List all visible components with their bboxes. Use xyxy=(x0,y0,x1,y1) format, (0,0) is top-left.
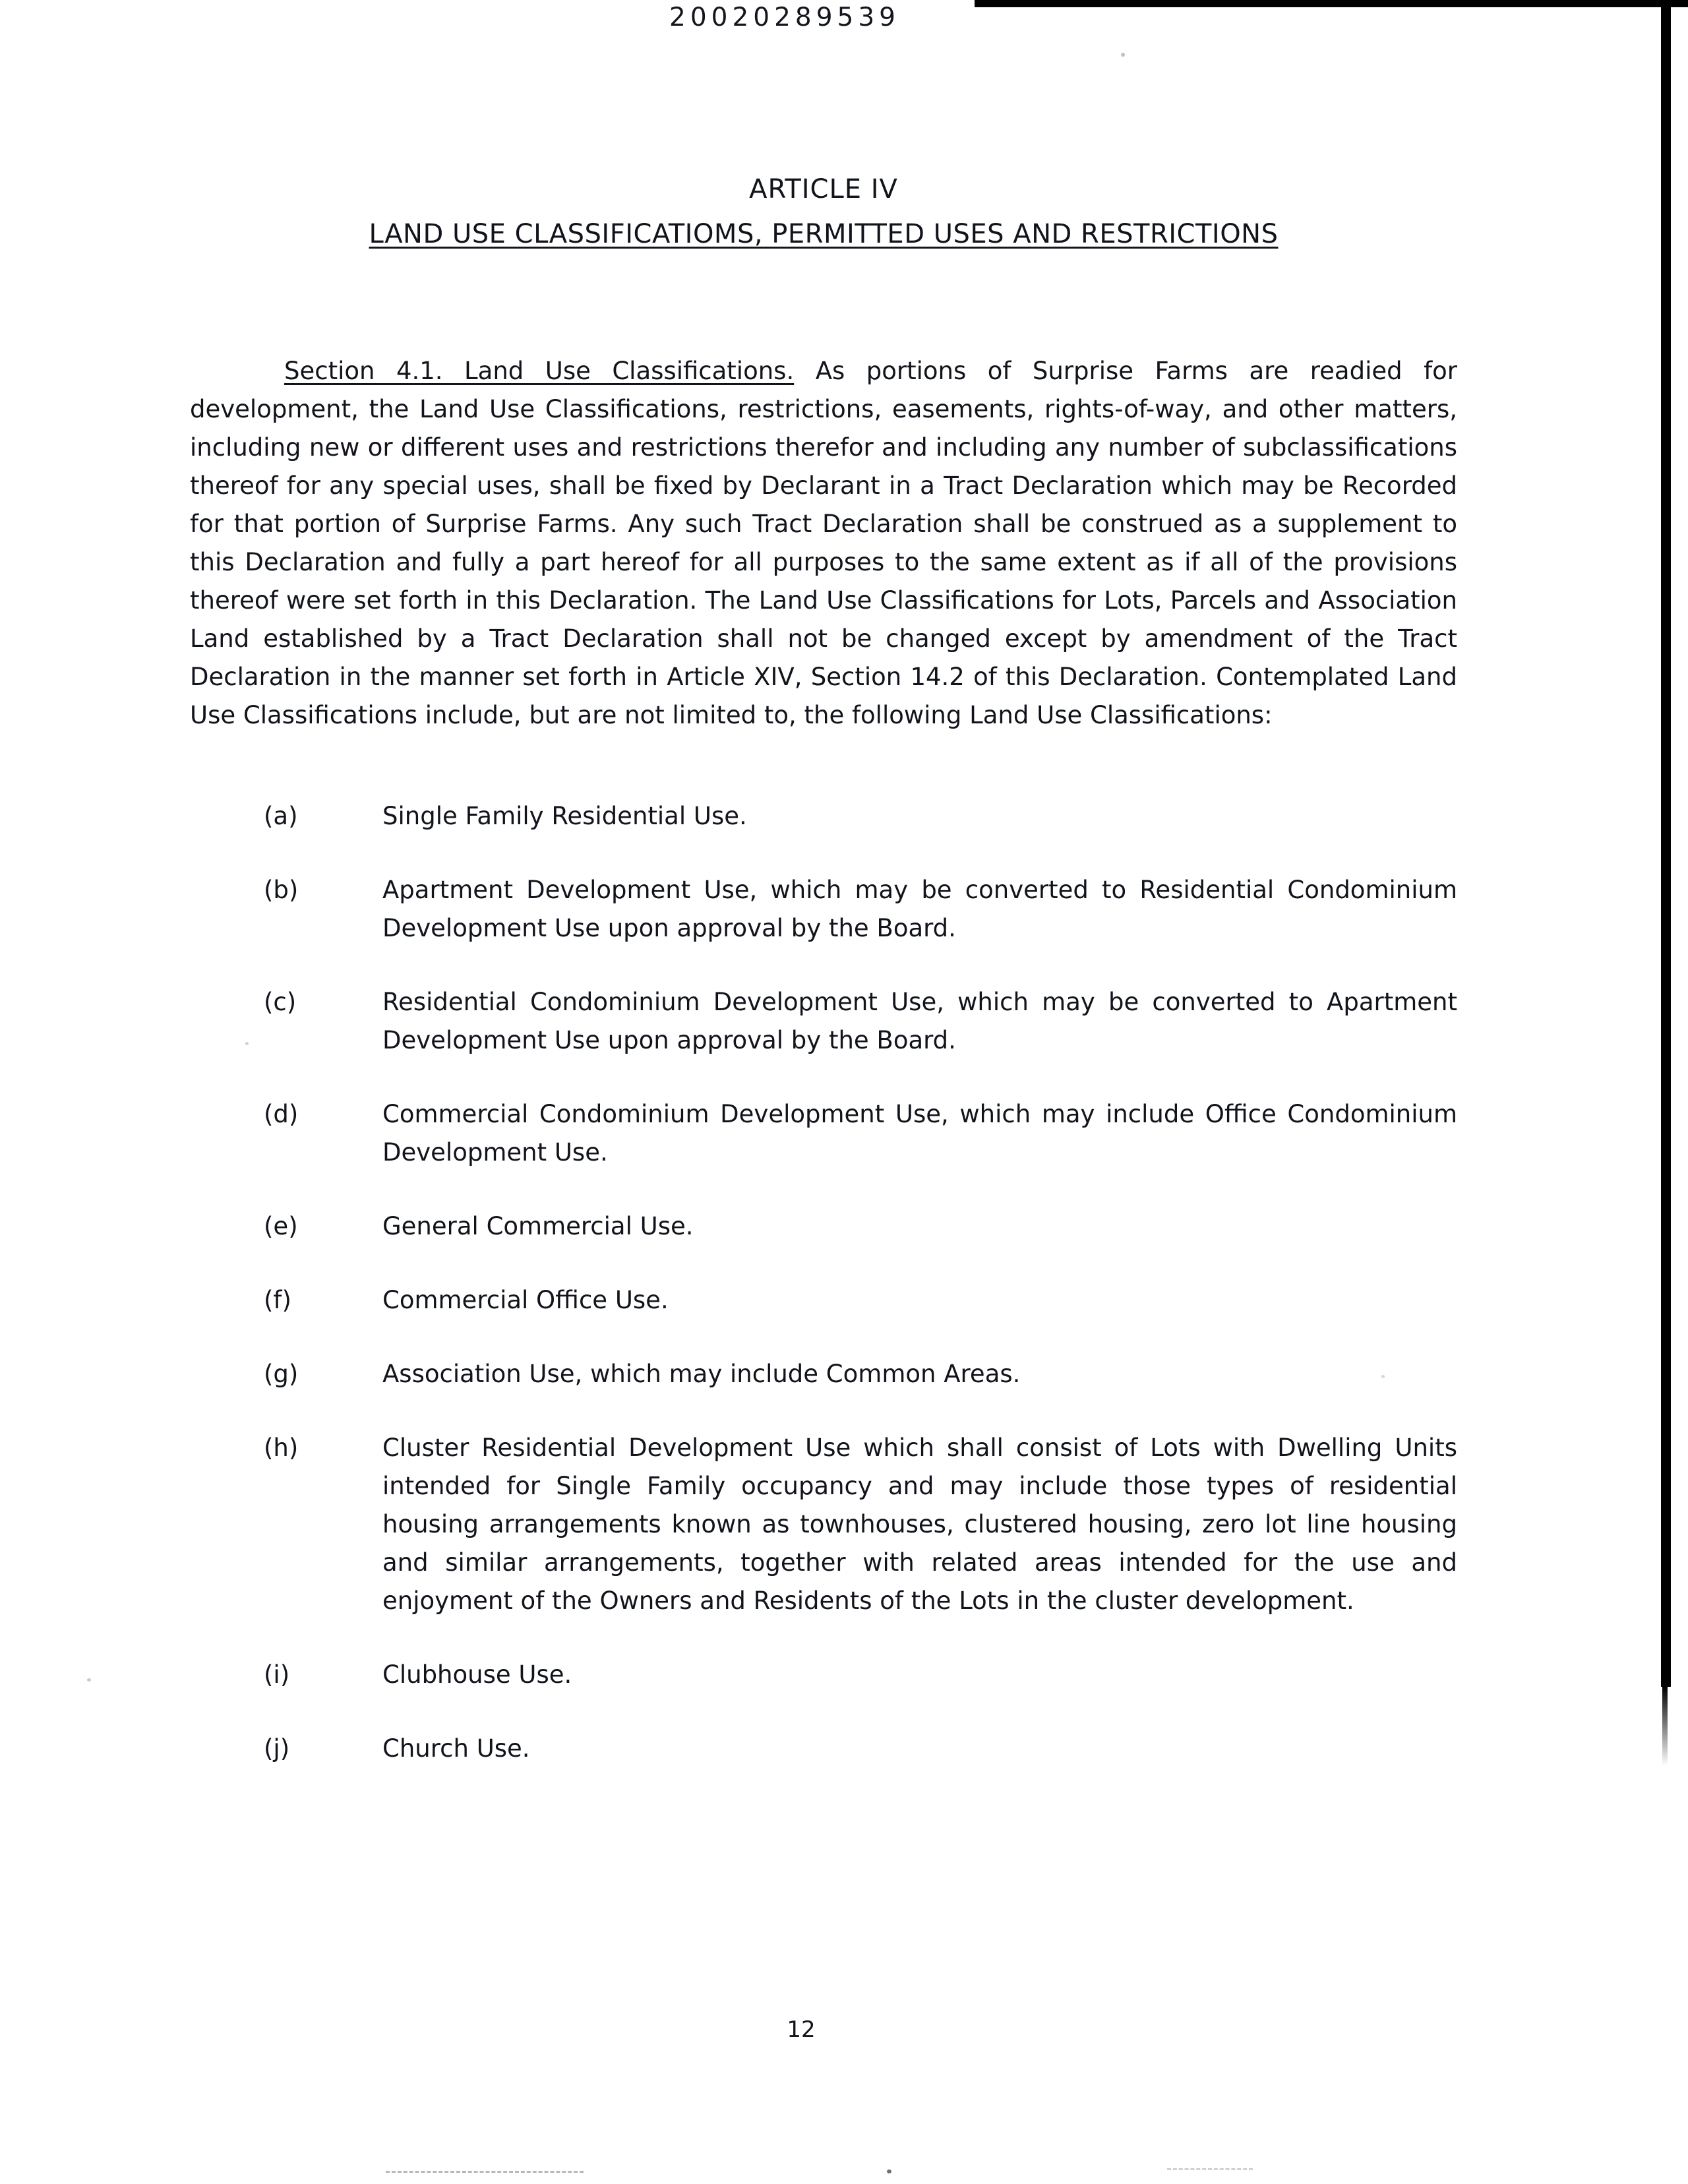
list-item xyxy=(190,1730,1457,1768)
article-subtitle-text: LAND USE CLASSIFICATIOMS, PERMITTED USES AND RESTRICTIONS xyxy=(369,219,1279,249)
list-item-label: (b) xyxy=(264,876,299,904)
section-4-1-paragraph xyxy=(190,352,1457,735)
list-item-label: (f) xyxy=(264,1286,291,1314)
list-item-text: General Commercial Use. xyxy=(382,1212,694,1240)
list-item-label: (e) xyxy=(264,1212,298,1240)
scan-artifact-right-bar xyxy=(1661,0,1671,1687)
list-item-label: (c) xyxy=(264,988,297,1016)
list-item-text: Clubhouse Use. xyxy=(382,1660,572,1689)
list-item-label: (j) xyxy=(264,1734,290,1763)
list-item-text: Church Use. xyxy=(382,1734,530,1763)
scan-artifact-bottom-dash xyxy=(386,2171,584,2173)
list-item-text: Residential Condominium Development Use, which may be converted to Apartment Development Use upon approval by the Board. xyxy=(382,988,1457,1054)
article-title: ARTICLE IV xyxy=(749,174,898,204)
list-item-text: Apartment Development Use, which may be converted to Residential Condominium Development Use upon approval by the Board. xyxy=(382,876,1457,942)
list-item-label: (h) xyxy=(264,1434,299,1462)
title-block xyxy=(190,170,1457,253)
list-item xyxy=(190,1355,1457,1393)
list-item xyxy=(190,1207,1457,1246)
list-item-label: (a) xyxy=(264,802,298,830)
list-item-label: (d) xyxy=(264,1100,299,1128)
document-number: 20020289539 xyxy=(669,3,900,32)
list-item xyxy=(190,1095,1457,1172)
list-item-label: (i) xyxy=(264,1660,290,1689)
page-number: 12 xyxy=(787,2017,816,2043)
list-item-text: Commercial Condominium Development Use, which may include Office Condominium Development Use. xyxy=(382,1100,1457,1167)
page-content xyxy=(190,0,1457,1804)
land-use-classification-list xyxy=(190,797,1457,1768)
section-heading: Section 4.1. Land Use Classifications. xyxy=(284,357,795,385)
list-item-label: (g) xyxy=(264,1360,299,1388)
article-subtitle xyxy=(190,215,1457,253)
scan-artifact-bottom-dash xyxy=(1167,2168,1253,2170)
list-item xyxy=(190,1281,1457,1320)
scan-speck xyxy=(87,1678,91,1682)
list-item-text: Single Family Residential Use. xyxy=(382,802,747,830)
scan-artifact-bottom-dot xyxy=(887,2169,891,2173)
list-item-text: Commercial Office Use. xyxy=(382,1286,669,1314)
list-item xyxy=(190,983,1457,1060)
section-body: As portions of Surprise Farms are readied for development, the Land Use Classifications, restrictions, easements, rights-of-way, and other matters, including new or different uses and restrictions therefor and including any number of subclassifications thereof for any special uses, shall be fixed by Declarant in a Tract Declaration which may be Recorded for that portion of Surprise Farms. Any such Tract Declaration shall be construed as a supplement to this Declaration and fully a part hereof for all purposes to the same extent as if all of the provisions thereof were set forth in this Declaration. The Land Use Classifications for Lots, Parcels and Association Land established by a Tract Declaration shall not be changed except by amendment of the Tract Declaration in the manner set forth in Article XIV, Section 14.2 of this Declaration. Contemplated Land Use Classifications include, but are not limited to, the following Land Use Classifications: xyxy=(190,357,1457,729)
list-item xyxy=(190,871,1457,948)
list-item xyxy=(190,797,1457,835)
list-item xyxy=(190,1656,1457,1694)
list-item xyxy=(190,1429,1457,1620)
list-item-text: Cluster Residential Development Use which shall consist of Lots with Dwelling Units intended for Single Family occupancy and may include those types of residential housing arrangements known as townhouses, clustered housing, zero lot line housing and similar arrangements, together with related areas intended for the use and enjoyment of the Owners and Residents of the Lots in the cluster development. xyxy=(382,1434,1457,1615)
list-item-text: Association Use, which may include Common Areas. xyxy=(382,1360,1021,1388)
